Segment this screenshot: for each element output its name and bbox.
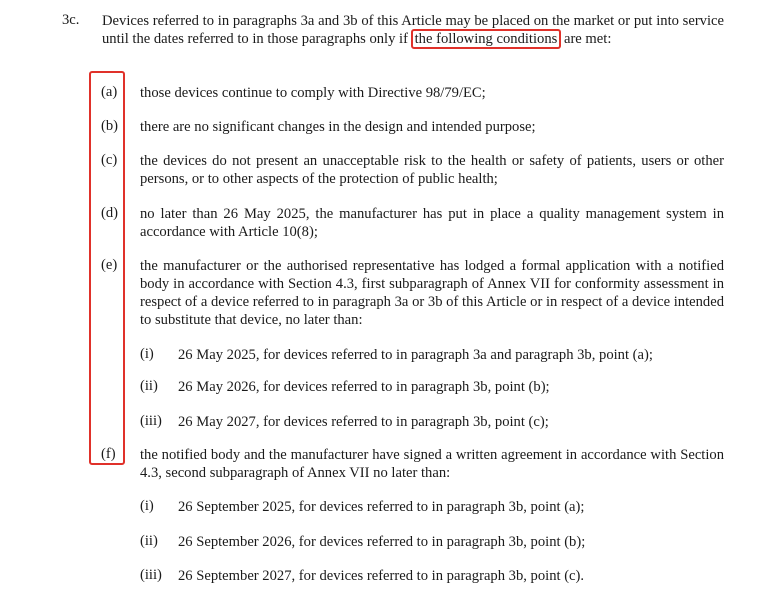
item-label-d: (d) bbox=[101, 205, 119, 221]
sub-text-e-ii: 26 May 2026, for devices referred to in paragraph 3b, point (b); bbox=[178, 379, 550, 395]
item-text-a: those devices continue to comply with Directive 98/79/EC; bbox=[140, 85, 486, 101]
intro-text-before: Devices referred to in paragraphs 3a and 3b of this Article may be placed on the market or put into service until the dates referred to in those paragraphs only if bbox=[102, 13, 724, 47]
sub-label-e-ii: (ii) bbox=[140, 378, 158, 394]
sub-text-e-iii: 26 May 2027, for devices referred to in paragraph 3b, point (c); bbox=[178, 414, 549, 430]
sub-text-f-ii: 26 September 2026, for devices referred to in paragraph 3b, point (b); bbox=[178, 534, 586, 550]
sub-label-e-iii: (iii) bbox=[140, 413, 162, 429]
paragraph-intro bbox=[102, 12, 724, 48]
item-label-c: (c) bbox=[101, 152, 118, 168]
item-label-e: (e) bbox=[101, 257, 118, 273]
item-label-b: (b) bbox=[101, 118, 119, 134]
item-label-f: (f) bbox=[101, 446, 116, 462]
item-text-c: the devices do not present an unacceptable risk to the health or safety of patients, users or other persons, or to other aspects of the protection of public health; bbox=[140, 153, 724, 187]
intro-text-after: are met: bbox=[563, 31, 612, 47]
sub-label-f-ii: (ii) bbox=[140, 533, 158, 549]
paragraph-number: 3c. bbox=[62, 12, 80, 28]
sub-text-f-i: 26 September 2025, for devices referred to in paragraph 3b, point (a); bbox=[178, 499, 585, 515]
sub-label-f-i: (i) bbox=[140, 498, 154, 514]
sub-label-f-iii: (iii) bbox=[140, 567, 162, 583]
sub-text-e-i: 26 May 2025, for devices referred to in paragraph 3a and paragraph 3b, point (a); bbox=[178, 347, 653, 363]
item-text-d: no later than 26 May 2025, the manufacturer has put in place a quality management system in accordance with Article 10(8); bbox=[140, 206, 724, 240]
item-text-b: there are no significant changes in the design and intended purpose; bbox=[140, 119, 536, 135]
sub-label-e-i: (i) bbox=[140, 346, 154, 362]
item-label-a: (a) bbox=[101, 84, 118, 100]
sub-text-f-iii: 26 September 2027, for devices referred to in paragraph 3b, point (c). bbox=[178, 568, 585, 584]
item-text-f: the notified body and the manufacturer have signed a written agreement in accordance with Section 4.3, second subparagraph of Annex VII no later than: bbox=[140, 447, 724, 481]
highlighted-phrase: the following conditions bbox=[411, 29, 562, 49]
item-text-e: the manufacturer or the authorised representative has lodged a formal application with a notified body in accordance with Section 4.3, first subparagraph of Annex VII for conformity assessment in respect of a device referred to in paragraph 3a or 3b of this Article or in respect of a device intended to substitute that device, no later than: bbox=[140, 258, 724, 328]
